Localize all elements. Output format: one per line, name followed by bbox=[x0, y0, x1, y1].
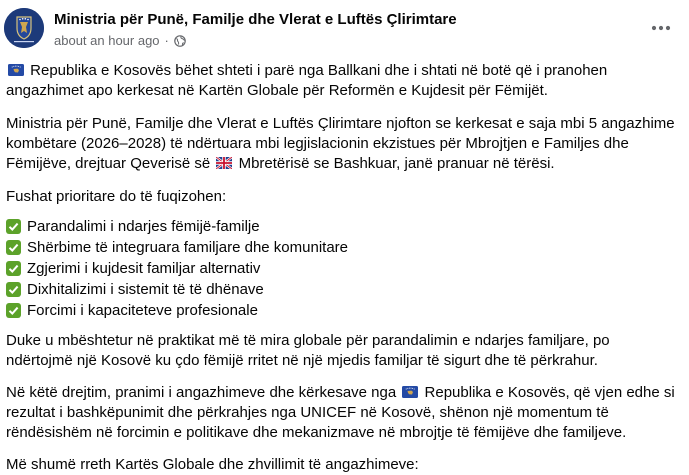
globe-icon[interactable] bbox=[174, 35, 186, 47]
checklist-item-text: Zgjerimi i kujdesit familjar alternativ bbox=[27, 259, 261, 277]
priority-checklist bbox=[6, 216, 678, 321]
check-mark-icon bbox=[6, 261, 21, 276]
paragraph-text: Republika e Kosovës, që vjen edhe si rezultat i bashkëpunimit dhe përkrahjes nga UNICEF në Kosovë, shënon një momentum të rëndësishëm në forcimin e politikave dhe mekanizmave në mbrojtje të fëmijëve dhe familjeve. bbox=[6, 384, 675, 441]
checklist-item-text: Dixhitalizimi i sistemit të të dhënave bbox=[27, 280, 264, 298]
post-header bbox=[4, 8, 681, 56]
paragraph-text: Ministria për Punë, Familje dhe Vlerat e Luftës Çlirimtare njofton se kerkesat e saja mbi 5 angazhime kombëtare (2026–2028) të ndërtuara mbi legjislacionin ekzistues për Mbrojtjen e Familjes dhe Fëmijëve, drejtuar Qeverisë së bbox=[6, 115, 675, 172]
check-mark-icon bbox=[6, 303, 21, 318]
check-mark-icon bbox=[6, 219, 21, 234]
more-horizontal-icon bbox=[651, 25, 671, 31]
checklist-item-text: Parandalimi i ndarjes fëmijë-familje bbox=[27, 217, 260, 235]
checklist-item-text: Forcimi i kapaciteteve profesionale bbox=[27, 301, 258, 319]
checklist-item bbox=[6, 216, 678, 237]
more-options-button[interactable] bbox=[647, 16, 675, 40]
checklist-item bbox=[6, 237, 678, 258]
paragraph-text: Në këtë drejtim, pranimi i angazhimeve dhe kërkesave nga bbox=[6, 384, 401, 401]
post-meta bbox=[54, 33, 186, 48]
kosovo-flag-icon bbox=[402, 386, 418, 398]
kosovo-flag-icon bbox=[8, 64, 24, 76]
checklist-item bbox=[6, 279, 678, 300]
post-paragraph: Më shumë rreth Kartës Globale dhe zhvillimit të angazhimeve: bbox=[6, 456, 419, 473]
post-paragraph bbox=[6, 114, 678, 174]
post-paragraph bbox=[6, 61, 678, 101]
check-mark-icon bbox=[6, 240, 21, 255]
post-paragraph: Fushat prioritare do të fuqizohen: bbox=[6, 188, 227, 205]
post-paragraph bbox=[6, 383, 678, 443]
checklist-item bbox=[6, 300, 678, 321]
page-name[interactable]: Ministria për Punë, Familje dhe Vlerat e Luftës Çlirimtare bbox=[54, 11, 457, 28]
post-paragraph: Duke u mbështetur në praktikat më të mira globale për parandalimin e ndarjes familjare, po ndërtojmë një Kosovë ku çdo fëmijë rritet në një mjedis familjar të sigurt dhe të përkrahur. bbox=[6, 332, 610, 369]
paragraph-text: Republika e Kosovës bëhet shteti i parë nga Ballkani dhe i shtati në botë që i pranohen angazhimet apo kerkesat në Kartën Globale për Reformën e Kujdesit për Fëmijët. bbox=[6, 62, 608, 99]
ministry-logo-icon bbox=[4, 8, 44, 48]
meta-separator: · bbox=[164, 33, 169, 48]
post-body bbox=[6, 61, 678, 475]
checklist-item bbox=[6, 258, 678, 279]
checklist-item-text: Shërbime të integruara familjare dhe komunitare bbox=[27, 238, 348, 256]
page-avatar[interactable] bbox=[4, 8, 44, 48]
uk-flag-icon bbox=[216, 157, 232, 169]
paragraph-text: Mbretërisë se Bashkuar, janë pranuar në tërësi. bbox=[234, 155, 555, 172]
check-mark-icon bbox=[6, 282, 21, 297]
post-timestamp[interactable]: about an hour ago bbox=[54, 33, 160, 48]
